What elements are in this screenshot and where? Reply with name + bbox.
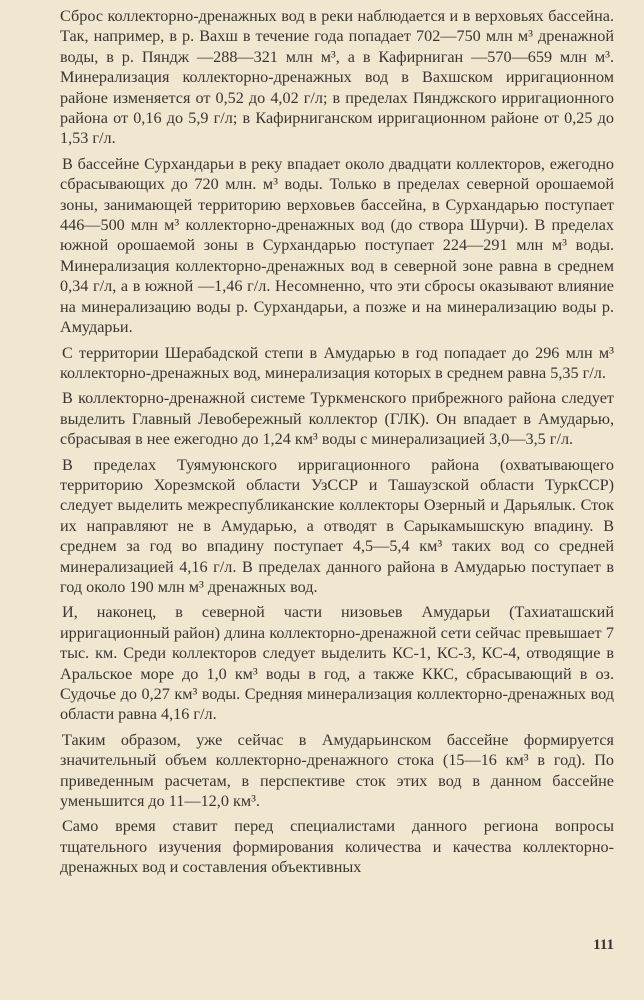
paragraph-3: С территории Шерабадской степи в Амударью в год попадает до 296 млн м³ коллекторно-дренажных вод, минерализация которых в среднем равна 5,35 г/л. <box>60 343 614 382</box>
page-body <box>60 6 614 883</box>
paragraph-7: Таким образом, уже сейчас в Амударьинском бассейне формируется значительный объем коллекторно-дренажного стока (15—16 км³ в год). По приведенным расчетам, в перспективе сток этих вод в данном бассейне уменьшится до 11—12,0 км³. <box>60 730 614 811</box>
paragraph-8: Само время ставит перед специалистами данного региона вопросы тщательного изучения формирования количества и качества коллекторно-дренажных вод и составления объективных <box>60 817 614 877</box>
paragraph-6: И, наконец, в северной части низовьев Амударьи (Тахиаташский ирригационный район) длина коллекторно-дренажной сети сейчас превышает 7 тыс. км. Среди коллекторов следует выделить КС-1, КС-3, КС-4, отводящие в Аральское море до 1,0 км³ воды в год, а также ККС, сбрасывающий в оз. Судочье до 0,27 км³ воды. Средняя минерализация коллекторно-дренажных вод области равна 4,16 г/л. <box>60 603 614 724</box>
paragraph-4: В коллекторно-дренажной системе Туркменского прибрежного района следует выделить Главный Левобережный коллектор (ГЛК). Он впадает в Амударью, сбрасывая в нее ежегодно до 1,24 км³ воды с минерализацией 3,0—3,5 г/л. <box>60 389 614 449</box>
paragraph-1: Сброс коллекторно-дренажных вод в реки наблюдается и в верховьях бассейна. Так, например, в р. Вахш в течение года попадает 702—750 млн м³ дренажной воды, в р. Пяндж —288—321 млн м³, а в Кафирниган —570—659 млн м³. Минерализация коллекторно-дренажных вод в Вахшском ирригационном районе изменяется от 0,52 до 4,02 г/л; в пределах Пянджского ирригационного района от 0,16 до 5,9 г/л; в Кафирниганском ирригационном районе от 0,25 до 1,53 г/л. <box>60 7 614 148</box>
paragraph-2: В бассейне Сурхандарьи в реку впадает около двадцати коллекторов, ежегодно сбрасывающих до 720 млн. м³ воды. Только в пределах северной орошаемой зоны, занимающей территорию верховьев бассейна, в Сурхандарью поступает 446—500 млн м³ коллекторно-дренажных вод (до створа Шурчи). В пределах южной орошаемой зоны в Сурхандарью поступает 224—291 млн м³ воды. Минерализация коллекторно-дренажных вод в северной зоне равна в среднем 0,34 г/л, а в южной —1,46 г/л. Несомненно, что эти сбросы оказывают влияние на минерализацию воды р. Сурхандарьи, а позже и на минерализацию воды р. Амударьи. <box>60 154 614 337</box>
page-number: 111 <box>593 937 614 953</box>
paragraph-5: В пределах Туямуюнского ирригационного района (охватывающего территорию Хорезмской области УзССР и Ташаузской области ТуркССР) следует выделить межреспубликанские коллекторы Озерный и Дарьялык. Сток их направляют не в Амударью, а отводят в Сарыкамышскую впадину. В среднем за год во впадину поступает 4,5—5,4 км³ таких вод со средней минерализацией 4,16 г/л. В пределах данного района в Амударью поступает в год около 190 млн м³ дренажных вод. <box>60 455 614 596</box>
